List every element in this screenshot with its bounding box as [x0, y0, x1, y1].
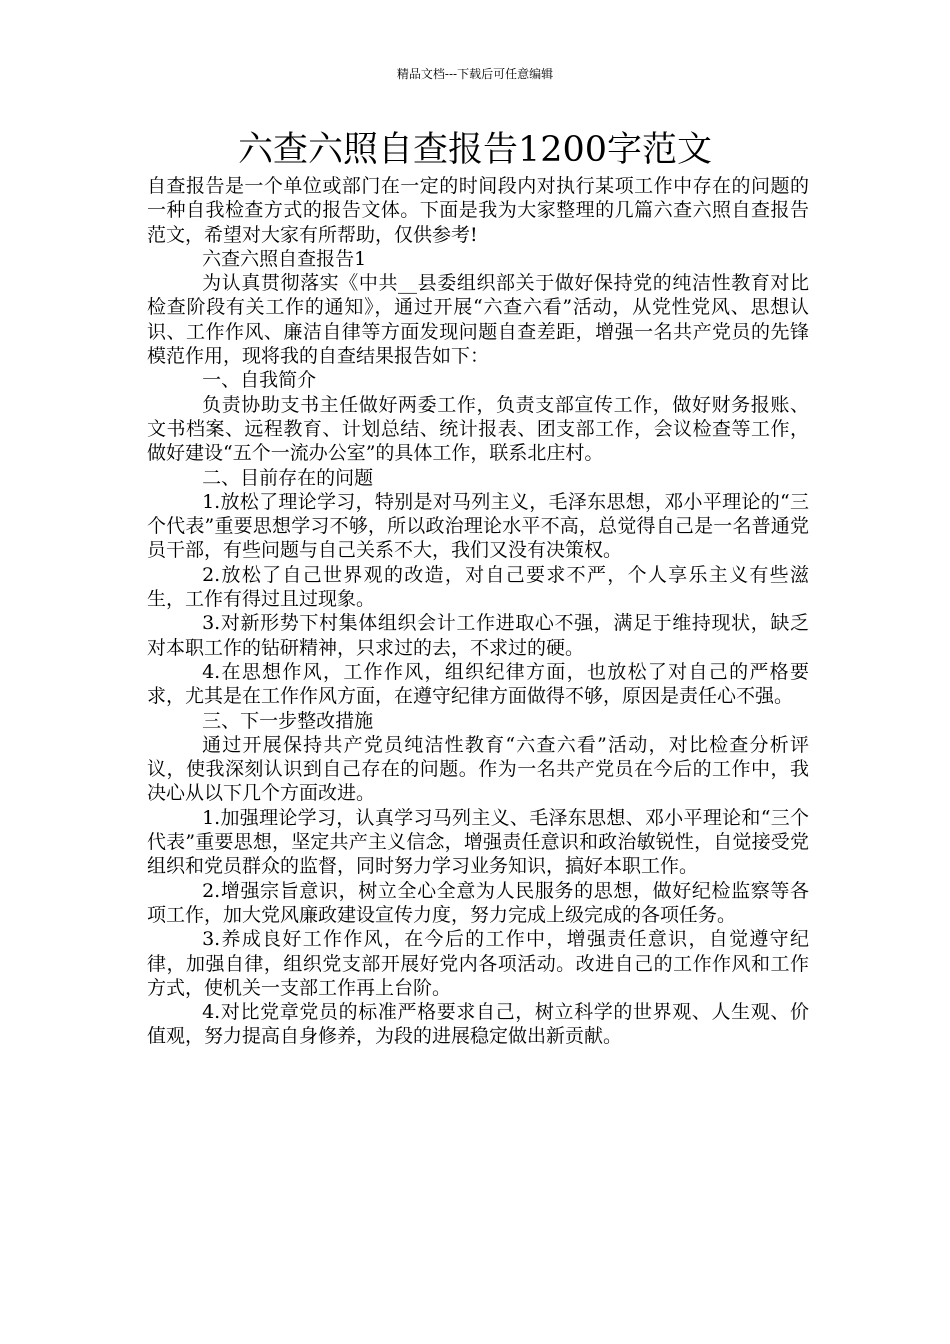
report-subtitle: 六查六照自查报告1	[202, 247, 367, 270]
problem-item-3: 3.对新形势下村集体组织会计工作进取心不强，满足于维持现状，缺乏对本职工作的钻研精神，只求过的去，不求过的硬。	[147, 612, 809, 659]
measure-item-1: 1.加强理论学习，认真学习马列主义、毛泽东思想、邓小平理论和“三个代表”重要思想，坚定共产主义信念，增强责任意识和政治敏锐性，自觉接受党组织和党员群众的监督，同时努力学习业务知识，搞好本职工作。	[147, 806, 809, 878]
measure-item-3: 3.养成良好工作作风，在今后的工作中，增强责任意识，自觉遵守纪律，加强自律，组织党支部开展好党内各项活动。改进自己的工作作风和工作方式，使机关一支部工作再上台阶。	[147, 928, 809, 999]
measure-item-2: 2.增强宗旨意识，树立全心全意为人民服务的思想，做好纪检监察等各项工作，加大党风廉政建设宣传力度，努力完成上级完成的各项任务。	[147, 879, 809, 926]
report-preamble: 为认真贯彻落实《中共__县委组织部关于做好保持党的纯洁性教育对比检查阶段有关工作的通知》，通过开展“六查六看”活动，从党性党风、思想认识、工作作风、廉洁自律等方面发现问题自查差距，增强一名共产党员的先锋模范作用，现将我的自查结果报告如下：	[147, 272, 809, 368]
problem-item-4: 4.在思想作风，工作作风，组织纪律方面，也放松了对自己的严格要求，尤其是在工作作风方面，在遵守纪律方面做得不够，原因是责任心不强。	[147, 660, 809, 708]
document-body	[147, 174, 809, 1049]
problem-item-2: 2.放松了自己世界观的改造，对自己要求不严，个人享乐主义有些滋生，工作有得过且过现象。	[147, 563, 809, 611]
measure-item-4: 4.对比党章党员的标准严格要求自己，树立科学的世界观、人生观、价值观，努力提高自身修养，为段的进展稳定做出新贡献。	[147, 1001, 809, 1048]
section-heading-problems: 二、目前存在的问题	[202, 466, 374, 489]
self-intro-paragraph: 负责协助支书主任做好两委工作，负责支部宣传工作，做好财务报账、文书档案、远程教育、计划总结、统计报表、团支部工作，会议检查等工作，做好建设“五个一流办公室”的具体工作，联系北庄村。	[147, 393, 809, 465]
intro-paragraph: 自查报告是一个单位或部门在一定的时间段内对执行某项工作中存在的问题的一种自我检查方式的报告文体。下面是我为大家整理的几篇六查六照自查报告范文，希望对大家有所帮助，仅供参考!	[147, 175, 809, 246]
measures-intro-paragraph: 通过开展保持共产党员纯洁性教育“六查六看”活动，对比检查分析评议，使我深刻认识到自己存在的问题。作为一名共产党员在今后的工作中，我决心从以下几个方面改进。	[147, 733, 809, 805]
document-title: 六查六照自查报告1200字范文	[237, 130, 713, 170]
page-header-note: 精品文档---下载后可任意编辑	[396, 67, 554, 81]
section-heading-measures: 三、下一步整改措施	[202, 709, 374, 732]
section-heading-self-intro: 一、自我简介	[202, 369, 317, 392]
problem-item-1: 1.放松了理论学习，特别是对马列主义，毛泽东思想，邓小平理论的“三个代表”重要思想学习不够，所以政治理论水平不高，总觉得自己是一名普通党员干部，有些问题与自己关系不大，我们又没有决策权。	[147, 490, 809, 562]
